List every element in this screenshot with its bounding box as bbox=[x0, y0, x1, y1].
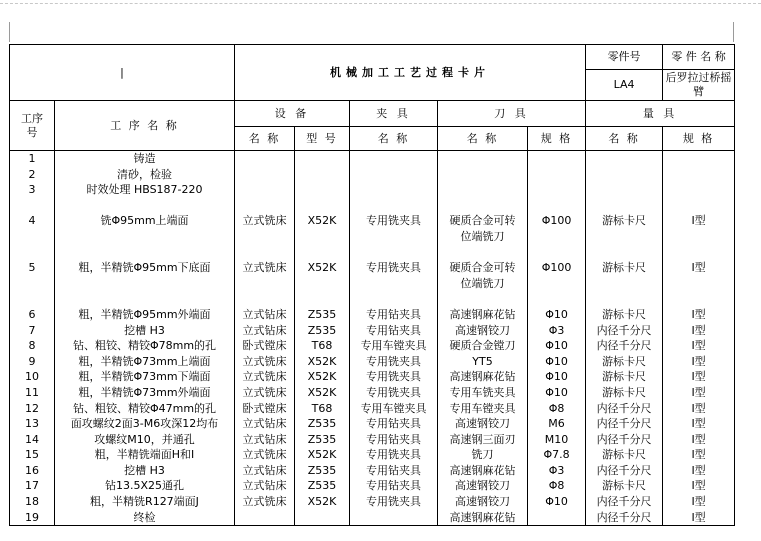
row-spacer bbox=[438, 291, 527, 307]
col-step-no bbox=[10, 151, 55, 526]
row-12-gspec: Ⅰ型 bbox=[691, 401, 706, 415]
header-eq-model: 型 号 bbox=[295, 127, 350, 151]
row-17-model: Z535 bbox=[307, 479, 337, 493]
row-14-gspec: Ⅰ型 bbox=[691, 432, 706, 446]
row-7-fixture: 专用钻夹具 bbox=[366, 323, 421, 337]
row-9-no: 9 bbox=[28, 354, 36, 368]
row-5-no-cont bbox=[10, 276, 54, 292]
row-5-fixture-cont bbox=[350, 276, 437, 292]
row-7-eq: 立式钻床 bbox=[242, 323, 287, 337]
row-4-name-cont bbox=[55, 229, 234, 245]
row-3-fixture bbox=[350, 182, 437, 198]
row-14-gauge: 内径千分尺 bbox=[596, 432, 652, 446]
row-19-eq bbox=[235, 510, 294, 526]
page-corner-mark-left bbox=[9, 22, 10, 42]
row-17-tool: 高速钢铰刀 bbox=[455, 479, 510, 493]
row-5-gauge-cont bbox=[586, 276, 662, 292]
row-6-gspec: Ⅰ型 bbox=[691, 307, 706, 321]
row-8-fixture: 专用车镗夹具 bbox=[360, 339, 427, 353]
row-17-fixture: 专用钻夹具 bbox=[366, 479, 421, 493]
row-14-name: 攻螺纹M10，并通孔 bbox=[94, 432, 195, 446]
row-spacer bbox=[350, 245, 437, 261]
part-name-value: 后罗拉过桥摇臂 bbox=[663, 70, 735, 101]
row-16-no: 16 bbox=[25, 463, 39, 477]
row-14-eq: 立式钻床 bbox=[242, 432, 287, 446]
header-step-no: 工序号 bbox=[10, 101, 55, 151]
row-18-eq: 立式铣床 bbox=[242, 495, 287, 509]
row-19-gspec: Ⅰ型 bbox=[691, 510, 706, 524]
row-4-fixture: 专用铣夹具 bbox=[366, 214, 421, 228]
row-spacer bbox=[350, 291, 437, 307]
row-14-no: 14 bbox=[25, 432, 39, 446]
row-15-model: X52K bbox=[307, 448, 337, 462]
row-7-tool: 高速钢铰刀 bbox=[455, 323, 510, 337]
row-4-gspec: Ⅰ型 bbox=[691, 214, 706, 228]
row-10-spec: Φ10 bbox=[545, 370, 568, 384]
row-4-name: 铣Φ95mm上端面 bbox=[100, 214, 189, 228]
row-4-no: 4 bbox=[28, 214, 36, 228]
row-16-name: 挖槽 H3 bbox=[124, 463, 165, 477]
row-6-tool: 高速钢麻花钻 bbox=[449, 307, 516, 321]
row-11-no: 11 bbox=[25, 385, 39, 399]
row-spacer bbox=[295, 198, 349, 214]
row-13-no: 13 bbox=[25, 417, 39, 431]
row-spacer bbox=[528, 245, 585, 261]
row-19-no: 19 bbox=[25, 510, 39, 524]
row-4-model-cont bbox=[295, 229, 349, 245]
row-1-gspec bbox=[663, 151, 734, 167]
row-8-no: 8 bbox=[28, 339, 36, 353]
row-3-no: 3 bbox=[28, 183, 36, 197]
row-8-model: T68 bbox=[311, 339, 333, 353]
row-spacer bbox=[438, 198, 527, 214]
part-no-value: LA4 bbox=[586, 70, 663, 101]
row-4-model: X52K bbox=[307, 214, 337, 228]
row-14-spec: M10 bbox=[544, 432, 569, 446]
row-5-tool-cont: 位端铣刀 bbox=[460, 276, 505, 290]
col-gauge-name bbox=[586, 151, 663, 526]
header-tool-name: 名 称 bbox=[438, 127, 528, 151]
row-18-gauge: 内径千分尺 bbox=[596, 495, 652, 509]
row-3-name: 时效处理 HBS187-220 bbox=[86, 183, 203, 197]
row-5-spec-cont bbox=[528, 276, 585, 292]
process-card-table bbox=[9, 44, 735, 526]
row-spacer bbox=[235, 291, 294, 307]
row-8-gauge: 内径千分尺 bbox=[596, 339, 652, 353]
part-no-label: 零件号 bbox=[586, 45, 663, 70]
row-7-model: Z535 bbox=[307, 323, 337, 337]
row-2-name: 清砂，检验 bbox=[117, 167, 172, 181]
part-name-label: 零 件 名 称 bbox=[663, 45, 735, 70]
row-3-tool bbox=[438, 182, 527, 198]
row-12-tool: 专用车镗夹具 bbox=[449, 401, 516, 415]
row-16-eq: 立式钻床 bbox=[242, 463, 287, 477]
row-4-eq-cont bbox=[235, 229, 294, 245]
row-12-gauge: 内径千分尺 bbox=[596, 401, 652, 415]
row-15-gauge: 游标卡尺 bbox=[602, 448, 647, 462]
row-spacer bbox=[235, 245, 294, 261]
row-6-no: 6 bbox=[28, 307, 36, 321]
row-6-gauge: 游标卡尺 bbox=[602, 307, 647, 321]
row-spacer bbox=[235, 198, 294, 214]
header-gauge: 量 具 bbox=[586, 101, 735, 127]
row-3-gauge bbox=[586, 182, 662, 198]
header-eq-name: 名 称 bbox=[235, 127, 295, 151]
row-8-name: 钻、粗铰、精铰Φ78mm的孔 bbox=[72, 339, 217, 353]
row-14-model: Z535 bbox=[307, 432, 337, 446]
row-4-tool-cont: 位端铣刀 bbox=[460, 229, 505, 243]
row-4-eq: 立式铣床 bbox=[242, 214, 287, 228]
row-11-name: 粗，半精铣Φ73mm外端面 bbox=[78, 385, 211, 399]
row-17-name: 钻13.5X25通孔 bbox=[104, 479, 185, 493]
row-6-model: Z535 bbox=[307, 307, 337, 321]
row-10-no: 10 bbox=[25, 370, 39, 384]
row-11-gauge: 游标卡尺 bbox=[602, 385, 647, 399]
row-1-gauge bbox=[586, 151, 662, 167]
row-6-fixture: 专用钻夹具 bbox=[366, 307, 421, 321]
row-5-fixture: 专用铣夹具 bbox=[366, 261, 421, 275]
row-10-model: X52K bbox=[307, 370, 337, 384]
page-corner-mark-right bbox=[733, 22, 734, 42]
row-2-gspec bbox=[663, 167, 734, 183]
row-5-gspec: Ⅰ型 bbox=[691, 261, 706, 275]
row-3-eq bbox=[235, 182, 294, 198]
row-17-no: 17 bbox=[25, 479, 39, 493]
row-13-tool: 高速钢铰刀 bbox=[455, 417, 510, 431]
row-5-no: 5 bbox=[28, 261, 36, 275]
row-2-gauge bbox=[586, 167, 662, 183]
header-fixture-name: 名 称 bbox=[350, 127, 438, 151]
row-spacer bbox=[55, 291, 234, 307]
col-equipment-model bbox=[295, 151, 350, 526]
row-16-fixture: 专用钻夹具 bbox=[366, 463, 421, 477]
row-9-gauge: 游标卡尺 bbox=[602, 354, 647, 368]
row-4-gauge-cont bbox=[586, 229, 662, 245]
row-12-spec: Φ8 bbox=[548, 401, 565, 415]
row-11-gspec: Ⅰ型 bbox=[691, 385, 706, 399]
row-7-gauge: 内径千分尺 bbox=[596, 323, 652, 337]
row-1-no: 1 bbox=[28, 152, 36, 165]
row-4-spec-cont bbox=[528, 229, 585, 245]
row-12-name: 钻、粗铰、精铰Φ47mm的孔 bbox=[72, 401, 217, 415]
row-15-name: 粗，半精铣端面H和I bbox=[94, 448, 195, 462]
row-4-fixture-cont bbox=[350, 229, 437, 245]
page-top-border bbox=[0, 3, 761, 4]
row-spacer bbox=[586, 245, 662, 261]
row-18-tool: 高速钢铰刀 bbox=[455, 495, 510, 509]
row-15-spec: Φ7.8 bbox=[543, 448, 570, 462]
row-13-spec: M6 bbox=[548, 417, 565, 431]
header-gauge-spec: 规 格 bbox=[663, 127, 735, 151]
row-4-no-cont bbox=[10, 229, 54, 245]
row-13-gspec: Ⅰ型 bbox=[691, 417, 706, 431]
row-17-eq: 立式钻床 bbox=[242, 479, 287, 493]
col-tool-spec bbox=[528, 151, 586, 526]
row-spacer bbox=[350, 198, 437, 214]
row-1-model bbox=[295, 151, 349, 167]
row-19-spec bbox=[528, 510, 585, 526]
row-6-name: 粗，半精铣Φ95mm外端面 bbox=[78, 307, 211, 321]
row-13-fixture: 专用钻夹具 bbox=[366, 417, 421, 431]
row-spacer bbox=[528, 291, 585, 307]
row-5-gauge: 游标卡尺 bbox=[602, 261, 647, 275]
row-5-tool: 硬质合金可转 bbox=[449, 261, 516, 275]
row-4-spec: Φ100 bbox=[541, 214, 572, 228]
row-11-fixture: 专用铣夹具 bbox=[366, 385, 421, 399]
row-5-gspec-cont bbox=[663, 276, 734, 292]
row-9-fixture: 专用铣夹具 bbox=[366, 354, 421, 368]
row-15-tool: 铣刀 bbox=[471, 448, 494, 462]
row-1-name: 铸造 bbox=[133, 152, 156, 165]
row-12-no: 12 bbox=[25, 401, 39, 415]
row-4-gspec-cont bbox=[663, 229, 734, 245]
row-1-tool bbox=[438, 151, 527, 167]
row-9-eq: 立式铣床 bbox=[242, 354, 287, 368]
row-7-name: 挖槽 H3 bbox=[124, 323, 165, 337]
row-3-model bbox=[295, 182, 349, 198]
row-18-model: X52K bbox=[307, 495, 337, 509]
row-9-tool: YT5 bbox=[472, 354, 493, 368]
row-10-eq: 立式铣床 bbox=[242, 370, 287, 384]
row-8-tool: 硬质合金镗刀 bbox=[449, 339, 516, 353]
row-10-gauge: 游标卡尺 bbox=[602, 370, 647, 384]
row-13-gauge: 内径千分尺 bbox=[596, 417, 652, 431]
row-13-eq: 立式钻床 bbox=[242, 417, 287, 431]
row-16-tool: 高速钢麻花钻 bbox=[449, 463, 516, 477]
row-14-tool: 高速钢三面刃 bbox=[449, 432, 516, 446]
row-2-fixture bbox=[350, 167, 437, 183]
row-10-tool: 高速钢麻花钻 bbox=[449, 370, 516, 384]
row-5-spec: Φ100 bbox=[541, 261, 572, 275]
header-gauge-name: 名 称 bbox=[586, 127, 663, 151]
row-spacer bbox=[663, 245, 734, 261]
row-11-spec: Φ10 bbox=[545, 385, 568, 399]
header-blank-cell[interactable] bbox=[10, 45, 235, 101]
row-spacer bbox=[55, 245, 234, 261]
row-19-name: 终检 bbox=[133, 510, 156, 524]
row-spacer bbox=[295, 245, 349, 261]
header-tool-spec: 规 格 bbox=[528, 127, 586, 151]
row-1-eq bbox=[235, 151, 294, 167]
row-3-spec bbox=[528, 182, 585, 198]
row-spacer bbox=[663, 291, 734, 307]
row-15-gspec: Ⅰ型 bbox=[691, 448, 706, 462]
row-6-eq: 立式钻床 bbox=[242, 307, 287, 321]
row-16-gspec: Ⅰ型 bbox=[691, 463, 706, 477]
process-steps-body bbox=[10, 151, 735, 526]
col-equipment-name bbox=[235, 151, 295, 526]
row-spacer bbox=[10, 198, 54, 214]
row-2-spec bbox=[528, 167, 585, 183]
row-19-tool: 高速钢麻花钻 bbox=[449, 510, 516, 524]
row-9-model: X52K bbox=[307, 354, 337, 368]
row-spacer bbox=[528, 198, 585, 214]
row-15-no: 15 bbox=[25, 448, 39, 462]
col-tool-name bbox=[438, 151, 528, 526]
row-17-gspec: Ⅰ型 bbox=[691, 479, 706, 493]
row-7-gspec: Ⅰ型 bbox=[691, 323, 706, 337]
col-gauge-spec bbox=[663, 151, 735, 526]
row-spacer bbox=[586, 291, 662, 307]
row-18-gspec: Ⅰ型 bbox=[691, 495, 706, 509]
row-spacer bbox=[10, 245, 54, 261]
row-17-gauge: 游标卡尺 bbox=[602, 479, 647, 493]
col-step-name bbox=[55, 151, 235, 526]
row-2-eq bbox=[235, 167, 294, 183]
text-cursor: | bbox=[120, 65, 124, 79]
row-8-gspec: Ⅰ型 bbox=[691, 339, 706, 353]
row-4-gauge: 游标卡尺 bbox=[602, 214, 647, 228]
row-spacer bbox=[295, 291, 349, 307]
row-18-no: 18 bbox=[25, 495, 39, 509]
row-8-spec: Φ10 bbox=[545, 339, 568, 353]
row-18-name: 粗，半精铣R127端面J bbox=[90, 495, 199, 509]
row-spacer bbox=[586, 198, 662, 214]
row-16-gauge: 内径千分尺 bbox=[596, 463, 652, 477]
row-2-no: 2 bbox=[28, 167, 36, 181]
row-1-spec bbox=[528, 151, 585, 167]
row-8-eq: 卧式镗床 bbox=[242, 339, 287, 353]
row-2-model bbox=[295, 167, 349, 183]
header-tool: 刀 具 bbox=[438, 101, 586, 127]
row-10-name: 粗，半精铣Φ73mm下端面 bbox=[78, 370, 211, 384]
header-equipment: 设 备 bbox=[235, 101, 350, 127]
row-13-model: Z535 bbox=[307, 417, 337, 431]
header-fixture: 夹 具 bbox=[350, 101, 438, 127]
row-3-gspec bbox=[663, 182, 734, 198]
row-15-eq: 立式铣床 bbox=[242, 448, 287, 462]
row-6-spec: Φ10 bbox=[545, 307, 568, 321]
row-5-model-cont bbox=[295, 276, 349, 292]
row-9-spec: Φ10 bbox=[545, 354, 568, 368]
row-spacer bbox=[663, 198, 734, 214]
row-spacer bbox=[55, 198, 234, 214]
row-17-spec: Φ8 bbox=[548, 479, 565, 493]
row-5-name-cont bbox=[55, 276, 234, 292]
header-step-name: 工 序 名 称 bbox=[55, 101, 235, 151]
row-18-spec: Φ10 bbox=[545, 495, 568, 509]
row-1-fixture bbox=[350, 151, 437, 167]
row-16-model: Z535 bbox=[307, 463, 337, 477]
row-5-model: X52K bbox=[307, 261, 337, 275]
row-spacer bbox=[438, 245, 527, 261]
row-10-gspec: Ⅰ型 bbox=[691, 370, 706, 384]
row-10-fixture: 专用铣夹具 bbox=[366, 370, 421, 384]
row-19-fixture bbox=[350, 510, 437, 526]
row-18-fixture: 专用铣夹具 bbox=[366, 495, 421, 509]
row-5-eq-cont bbox=[235, 276, 294, 292]
row-12-eq: 卧式镗床 bbox=[242, 401, 287, 415]
row-9-name: 粗，半精铣Φ73mm上端面 bbox=[78, 354, 211, 368]
row-spacer bbox=[10, 291, 54, 307]
card-title: 机械加工工艺过程卡片 bbox=[235, 45, 586, 101]
row-7-spec: Φ3 bbox=[548, 323, 565, 337]
row-19-gauge: 内径千分尺 bbox=[596, 510, 652, 524]
row-9-gspec: Ⅰ型 bbox=[691, 354, 706, 368]
row-15-fixture: 专用铣夹具 bbox=[366, 448, 421, 462]
row-2-tool bbox=[438, 167, 527, 183]
row-11-model: X52K bbox=[307, 385, 337, 399]
row-5-eq: 立式铣床 bbox=[242, 261, 287, 275]
row-16-spec: Φ3 bbox=[548, 463, 565, 477]
row-11-eq: 立式铣床 bbox=[242, 385, 287, 399]
row-4-tool: 硬质合金可转 bbox=[449, 214, 516, 228]
row-5-name: 粗，半精铣Φ95mm下底面 bbox=[78, 261, 211, 275]
row-12-fixture: 专用车镗夹具 bbox=[360, 401, 427, 415]
col-fixture-name bbox=[350, 151, 438, 526]
row-11-tool: 专用车铣夹具 bbox=[449, 385, 516, 399]
row-7-no: 7 bbox=[28, 323, 36, 337]
row-13-name: 面攻螺纹2面3-M6攻深12均布 bbox=[70, 417, 219, 431]
row-14-fixture: 专用钻夹具 bbox=[366, 432, 421, 446]
row-12-model: T68 bbox=[311, 401, 333, 415]
row-19-model bbox=[295, 510, 349, 526]
